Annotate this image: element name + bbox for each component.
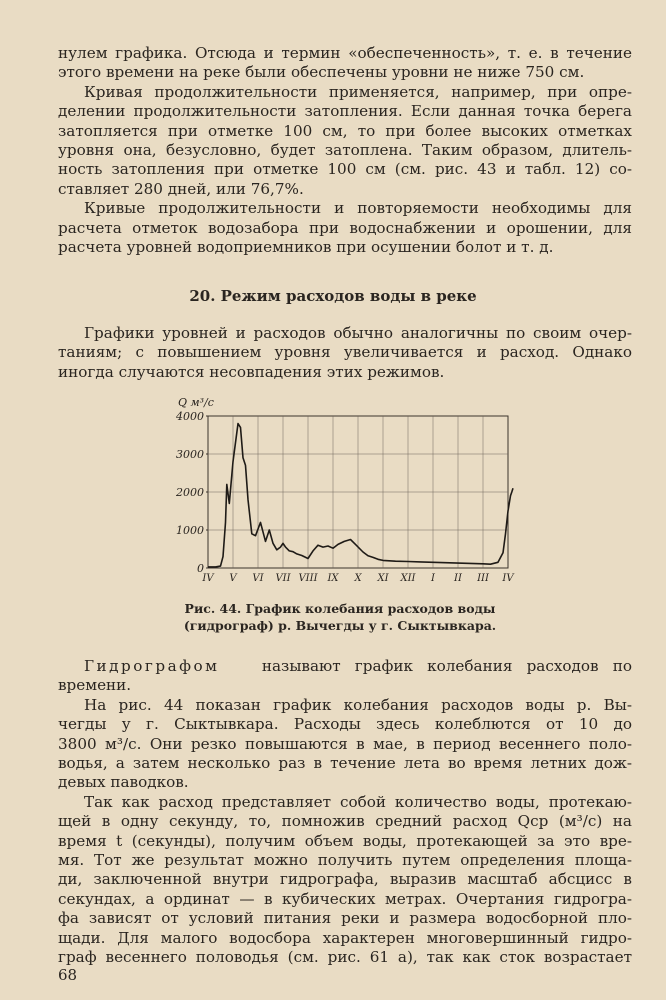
text-line: граф весеннего половодья (см. рис. 61 а), так как сток возрастает [58, 948, 632, 967]
text-line: фа зависят от условий питания реки и размера водосборной пло- [58, 909, 632, 928]
top-text-block [58, 44, 632, 257]
text-line: ставляет 280 дней, или 76,7%. [58, 179, 304, 198]
text-line: таниям; с повышением уровня увеличивается и расход. Однако [58, 343, 632, 362]
page-number: 68 [58, 966, 78, 984]
text-line: делении продолжительности затопления. Если данная точка берега [58, 102, 632, 121]
x-tick-label: VIII [298, 573, 318, 584]
x-tick-label: II [454, 573, 462, 584]
y-axis-label: Q м³/с [178, 396, 214, 409]
x-tick-label: XII [400, 573, 416, 584]
x-tick-label: X [354, 573, 362, 584]
intro-paragraph [58, 324, 632, 382]
y-tick-label: 2000 [176, 486, 204, 499]
text-line: иногда случаются несовпадения этих режимов. [58, 362, 445, 381]
y-tick-label: 0 [197, 562, 204, 575]
text-line: времени. [58, 676, 132, 695]
text-line: 3800 м³/с. Они резко повышаются в мае, в период весеннего поло- [58, 734, 632, 753]
text-line: щади. Для малого водосбора характерен многовершинный гидро- [58, 928, 632, 947]
text-line: расчета уровней водоприемников при осушении болот и т. д. [58, 238, 554, 257]
text-line: секундах, а ординат — в кубических метрах. Очертания гидрогра- [58, 889, 632, 908]
caption-line: Рис. 44. График колебания расходов воды [184, 601, 496, 616]
discharge-line [208, 424, 513, 567]
x-tick-label: XI [377, 573, 389, 584]
hydrograph-chart [160, 390, 520, 595]
x-tick-label: V [229, 573, 237, 584]
text-line: расчета отметок водозабора при водоснабжении и орошении, для [58, 218, 632, 237]
text-line: Графики уровней и расходов обычно аналогичны по своим очер- [84, 324, 632, 342]
text-line: девых паводков. [58, 773, 189, 792]
text-line: чегды у г. Сыктывкара. Расходы здесь колеблются от 10 до [58, 715, 632, 734]
chart-series [208, 424, 513, 567]
x-tick-label: IV [502, 573, 514, 584]
text-line: ность затопления при отметке 100 см (см. рис. 43 и табл. 12) со- [58, 160, 632, 179]
text-line: нулем графика. Отсюда и термин «обеспеченность», т. е. в течение [58, 44, 632, 62]
text-line [58, 657, 632, 676]
bottom-text-block [58, 657, 632, 968]
term-hydrograph: Гидрографом [84, 657, 220, 675]
y-tick-label: 1000 [176, 524, 204, 537]
text-line: этого времени на реке были обеспечены уровни не ниже 750 см. [58, 63, 585, 82]
text-line: На рис. 44 показан график колебания расходов воды р. Вы- [84, 695, 632, 714]
text-line: Кривые продолжительности и повторяемости необходимы для [84, 199, 632, 218]
figure-caption [150, 600, 530, 634]
x-tick-label: IV [202, 573, 214, 584]
text-line: время t (секунды), получим объем воды, протекающей за это вре- [58, 831, 632, 850]
x-tick-label: VI [252, 573, 264, 584]
x-tick-label: VII [275, 573, 291, 584]
x-tick-label: I [431, 573, 435, 584]
chart-grid [208, 416, 508, 568]
text-line: Так как расход представляет собой количество воды, протекаю- [84, 792, 632, 811]
text-line: щей в одну секунду, то, помножив средний расход Qср (м³/с) на [58, 812, 632, 831]
y-tick-label: 3000 [176, 448, 204, 461]
y-tick-label: 4000 [176, 410, 204, 423]
text-line: водья, а затем несколько раз в течение лета во время летних дож- [58, 754, 632, 773]
caption-line: (гидрограф) р. Вычегды у г. Сыктывкара. [183, 618, 497, 633]
x-tick-label: IX [327, 573, 339, 584]
text-line-rest: называют график колебания расходов по [261, 657, 632, 675]
text-line: мя. Тот же результат можно получить путем определения площа- [58, 851, 632, 870]
section-heading: 20. Режим расходов воды в реке [189, 287, 477, 305]
x-tick-label: III [477, 573, 489, 584]
text-line: ди, заключенной внутри гидрографа, выразив масштаб абсцисс в [58, 870, 632, 889]
text-line: Кривая продолжительности применяется, например, при опре- [84, 82, 632, 101]
text-line: уровня она, безусловно, будет затоплена. Таким образом, длитель- [58, 141, 632, 160]
text-line: затопляется при отметке 100 см, то при более высоких отметках [58, 121, 632, 140]
